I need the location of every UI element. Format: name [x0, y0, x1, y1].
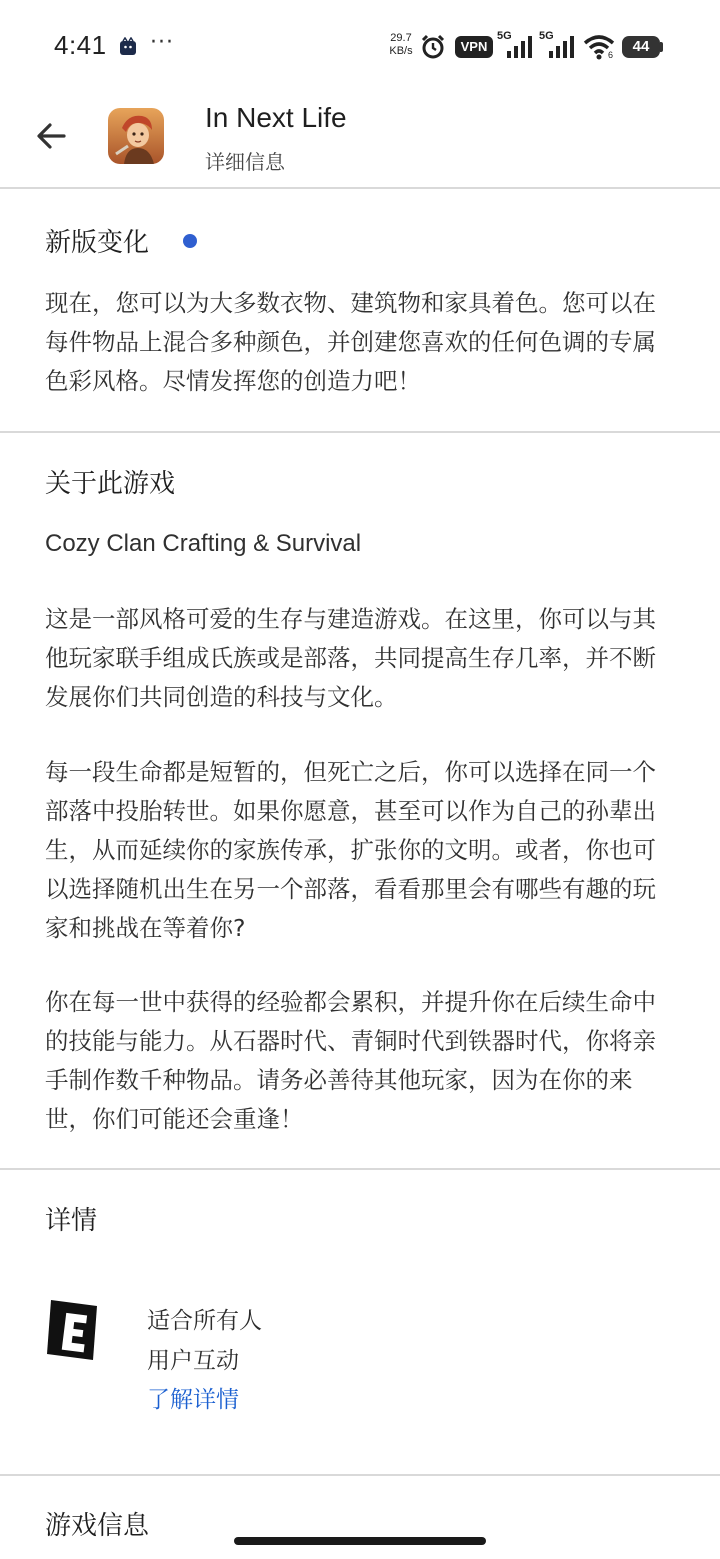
- status-time: 4:41: [54, 30, 107, 60]
- about-paragraph-1: 这是一部风格可爱的生存与建造游戏。在这里，你可以与其他玩家联手组成氏族或是部落，共同提高生存几率，并不断发展你们共同创造的科技与文化。: [45, 605, 656, 711]
- learn-more-link[interactable]: 了解详情: [147, 1387, 239, 1413]
- vpn-badge: VPN: [455, 36, 493, 58]
- game-info-title: 游戏信息: [45, 1511, 150, 1541]
- app-icon: [108, 108, 164, 164]
- about-divider: [0, 1168, 720, 1170]
- whats-new-divider: [0, 431, 720, 433]
- whats-new-body: 现在，您可以为大多数衣物、建筑物和家具着色。您可以在每件物品上混合多种颜色，并创建您喜欢的任何色调的专属色彩风格。尽情发挥您的创造力吧！: [45, 289, 656, 395]
- battery-indicator: 44: [622, 36, 660, 58]
- about-paragraph-3: 你在每一世中获得的经验都会累积，并提升你在后续生命中的技能与能力。从石器时代、青铜时代到铁器时代，你将亲手制作数千种物品。请务必善待其他玩家，因为在你的来世，你们可能还会重逢！: [45, 988, 656, 1133]
- battery-tip: [660, 42, 663, 52]
- whats-new-title: 新版变化: [45, 228, 150, 258]
- cellular-signal-1-icon: [505, 36, 535, 58]
- signal-1-label: 5G: [497, 30, 512, 42]
- header-divider: [0, 187, 720, 189]
- about-tagline: Cozy Clan Crafting & Survival: [45, 530, 362, 557]
- app-subtitle: 详细信息: [205, 150, 285, 174]
- about-title: 关于此游戏: [45, 469, 176, 499]
- rating-label: 适合所有人: [147, 1308, 262, 1334]
- esrb-everyone-icon: [45, 1298, 103, 1362]
- new-indicator-dot: [183, 234, 197, 248]
- back-arrow-icon[interactable]: [30, 114, 74, 158]
- wifi-band-label: 6: [608, 50, 614, 60]
- net-speed-unit: KB/s: [389, 45, 413, 57]
- alarm-icon: [420, 34, 446, 60]
- app-header: [0, 92, 720, 188]
- net-speed: [384, 32, 418, 58]
- cellular-signal-2-icon: [547, 36, 577, 58]
- status-bar: [0, 0, 720, 92]
- notification-app-icon: [118, 37, 138, 57]
- app-title: In Next Life: [205, 102, 347, 133]
- details-divider: [0, 1474, 720, 1476]
- net-speed-value: 29.7: [390, 32, 412, 44]
- gesture-nav-handle[interactable]: [234, 1537, 486, 1545]
- about-paragraph-2: 每一段生命都是短暂的，但死亡之后，你可以选择在同一个部落中投胎转世。如果你愿意，甚至可以作为自己的孙辈出生，从而延续你的家族传承，扩张你的文明。或者，你也可以选择随机出生在另一个部落，看看那里会有哪些有趣的玩家和挑战在等着你?: [45, 758, 656, 942]
- signal-2-label: 5G: [539, 30, 554, 42]
- details-title: 详情: [45, 1206, 98, 1236]
- more-notifications-icon: ···: [150, 30, 174, 55]
- interaction-label: 用户互动: [147, 1348, 239, 1374]
